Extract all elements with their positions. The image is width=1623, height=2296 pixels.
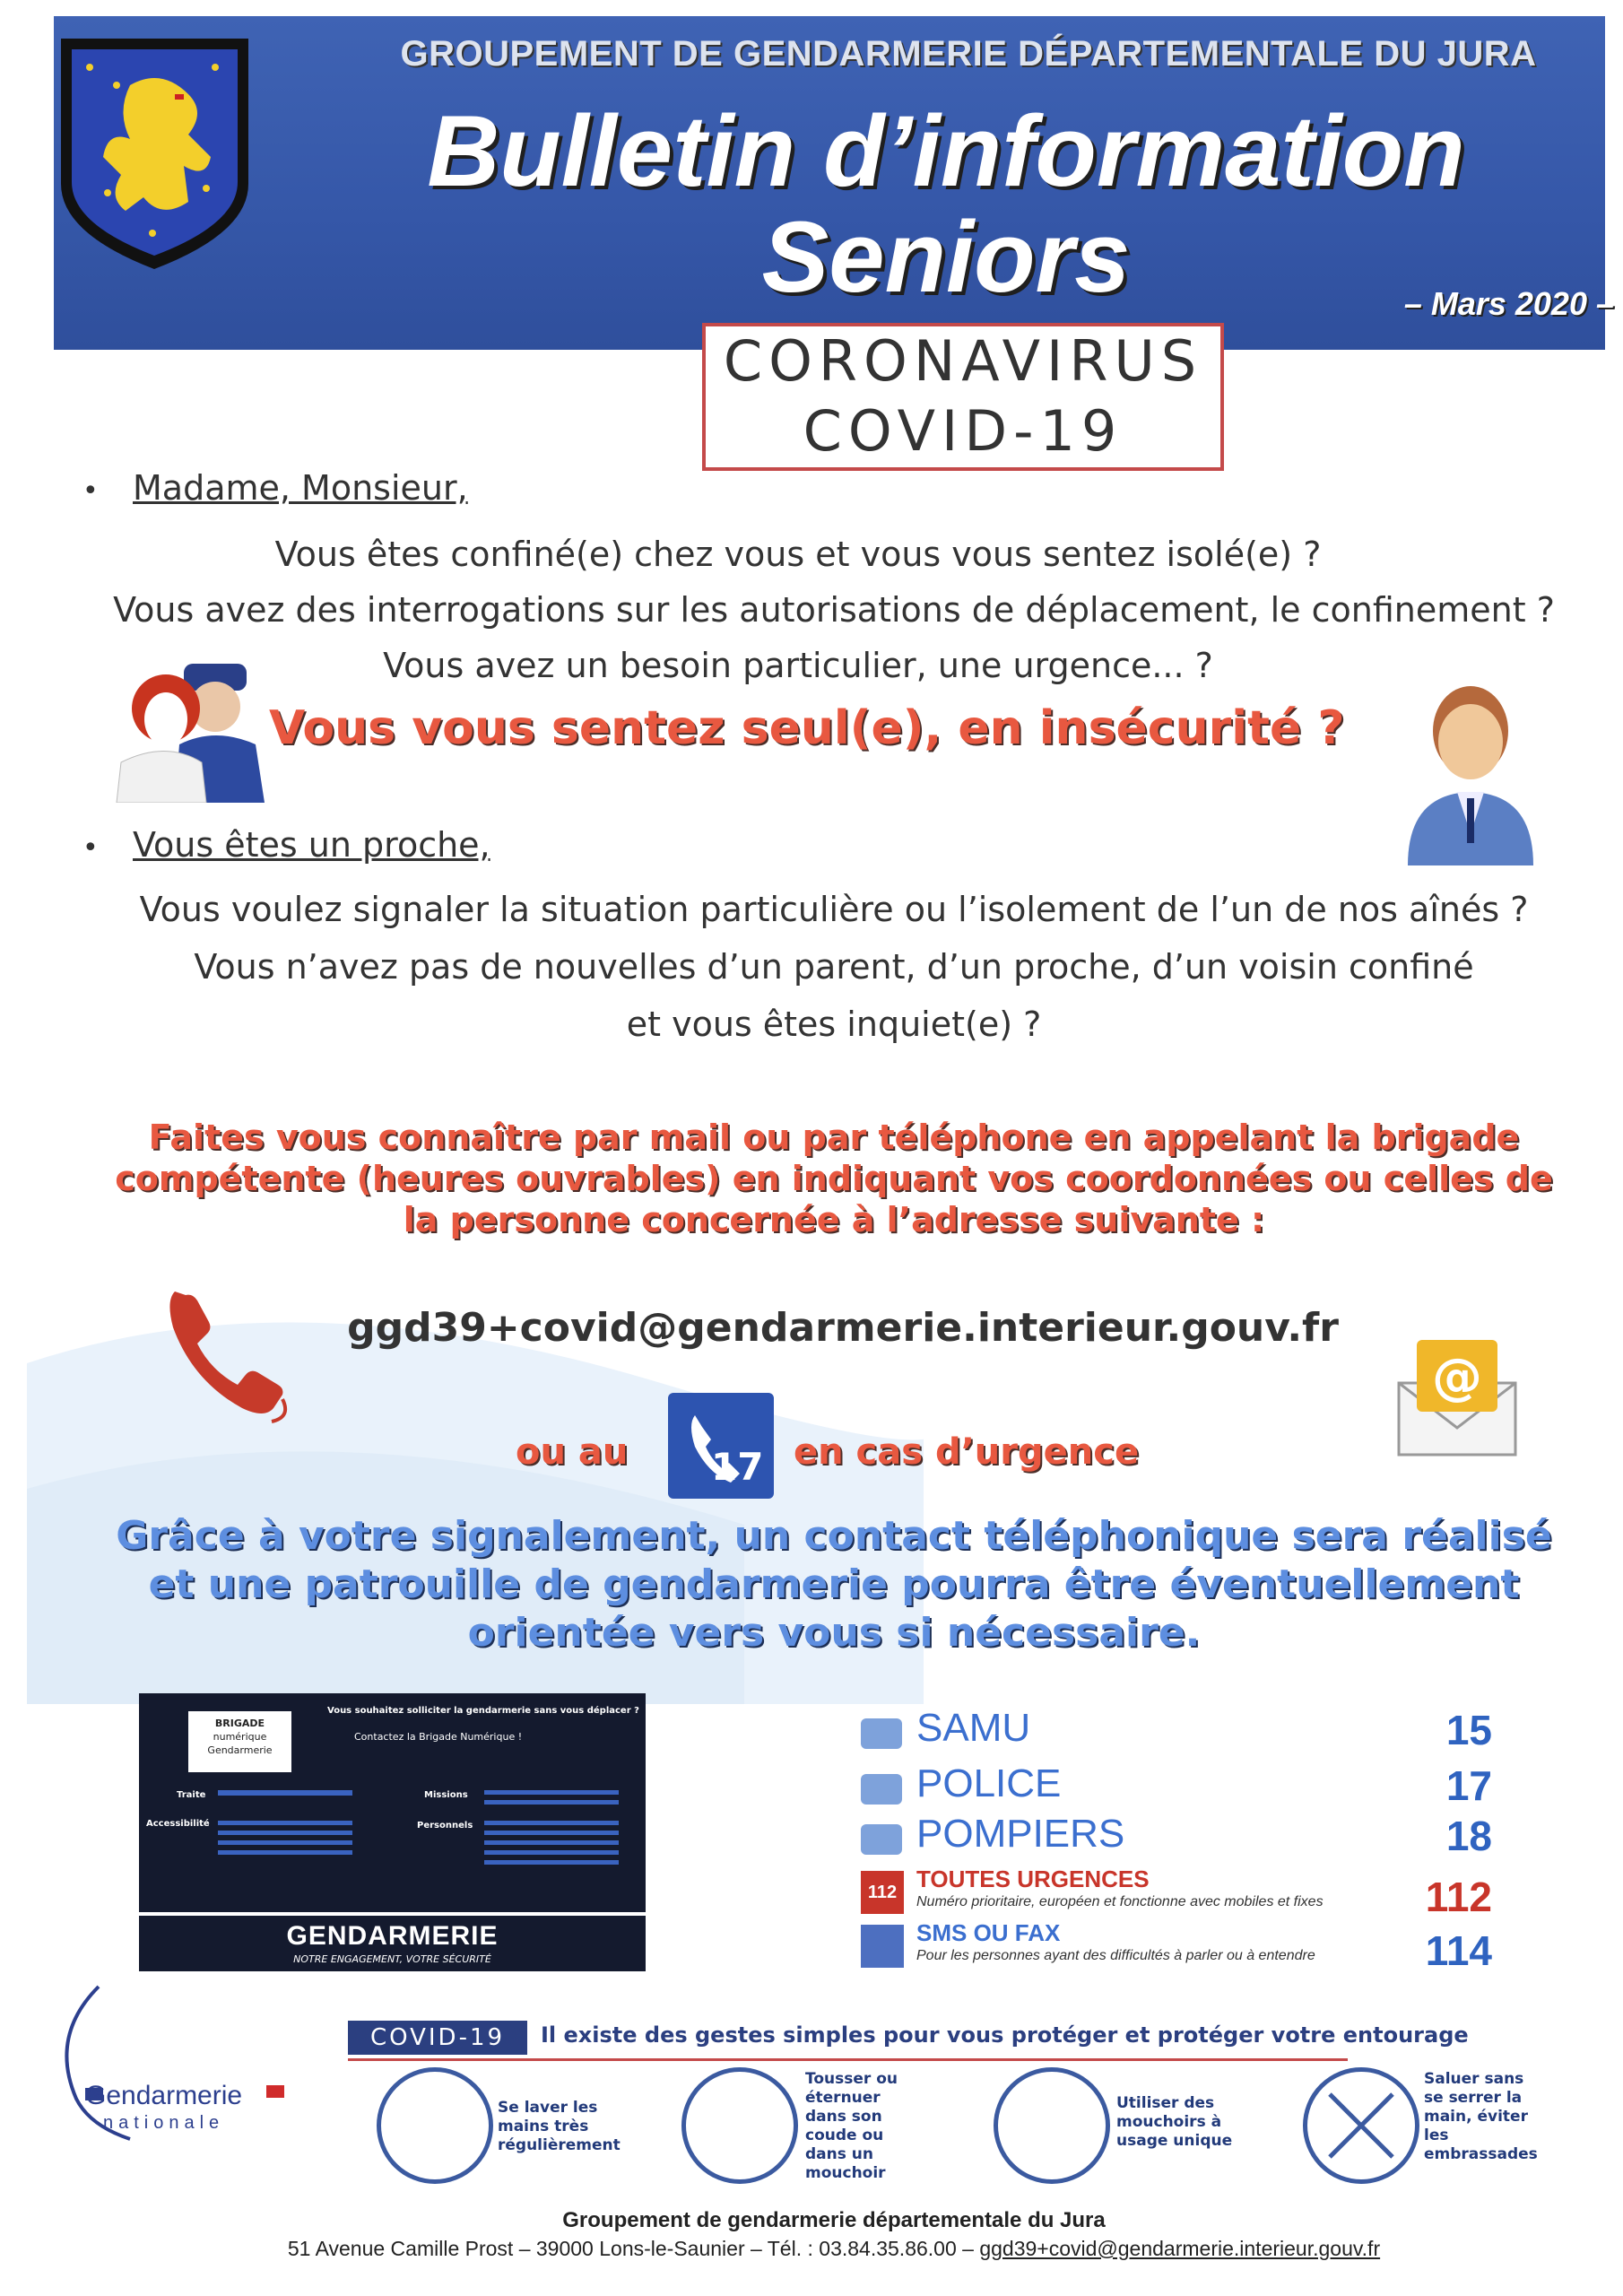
bulletin-title xyxy=(296,95,1596,313)
brigade-motto: NOTRE ENGAGEMENT, VOTRE SÉCURITÉ xyxy=(293,1953,491,1965)
contact-email[interactable]: ggd39+covid@gendarmerie.interieur.gouv.fr xyxy=(347,1305,1339,1351)
brigade-subline: Contactez la Brigade Numérique ! xyxy=(354,1731,523,1743)
bullet-icon: • xyxy=(82,475,99,507)
covid-box xyxy=(702,323,1224,471)
covid-box-line2: COVID-19 xyxy=(803,398,1124,464)
email-envelope-icon xyxy=(1390,1329,1524,1464)
geste-text: Tousser ou éternuer dans son coude ou dans un mouchoir xyxy=(805,2070,898,2182)
urgent-after: en cas d’urgence xyxy=(794,1431,1140,1473)
officer-illustration-icon xyxy=(1399,677,1542,865)
call-to-action-line: compétente (heures ouvrables) en indiquant vos coordonnées ou celles de xyxy=(115,1159,1553,1198)
signal-line: orientée vers vous si nécessaire. xyxy=(467,1610,1201,1656)
covid-tag: COVID-19 xyxy=(348,2021,527,2055)
signal-line: et une patrouille de gendarmerie pourra être éventuellement xyxy=(148,1561,1520,1607)
emergency-number: 112 xyxy=(1425,1874,1492,1920)
divider xyxy=(139,1912,646,1916)
organization-title: GROUPEMENT DE GENDARMERIE DÉPARTEMENTALE DU JURA xyxy=(400,34,1537,74)
bulletin-date: – Mars 2020 – xyxy=(1403,285,1614,322)
section1-line: Vous avez un besoin particulier, une urgence... ? xyxy=(383,646,1213,685)
logo-line1: Gendarmerie xyxy=(85,2081,243,2110)
covid-box-line1: CORONAVIRUS xyxy=(723,328,1203,394)
greeting-1: Madame, Monsieur, xyxy=(133,468,468,508)
urgent-before: ou au xyxy=(516,1431,629,1473)
footer-org: Groupement de gendarmerie départementale du Jura xyxy=(562,2208,1106,2232)
fire-truck-icon xyxy=(861,1824,902,1855)
emergency-row-samu xyxy=(861,1706,1506,1760)
signal-line: Grâce à votre signalement, un contact téléphonique sera réalisé xyxy=(116,1513,1552,1559)
brigade-numerique-card xyxy=(139,1693,646,1971)
jura-coat-of-arms-icon xyxy=(54,31,256,274)
cross-icon xyxy=(1307,2072,1415,2179)
call-to-action-line: la personne concernée à l’adresse suivante : xyxy=(403,1200,1265,1239)
brigade-brand: GENDARMERIE xyxy=(286,1921,499,1951)
no-handshake-icon xyxy=(1303,2067,1419,2184)
brigade-label: Personnels xyxy=(417,1821,473,1831)
brigade-logo-top: BRIGADE xyxy=(214,1718,265,1729)
svg-text:@: @ xyxy=(1432,1348,1482,1406)
section2-line: Vous n’avez pas de nouvelles d’un parent, d’un proche, d’un voisin confiné xyxy=(194,947,1474,987)
section2-line: Vous voulez signaler la situation particulière ou l’isolement de l’un de nos aînés ? xyxy=(139,890,1529,929)
people-illustration-icon xyxy=(112,655,278,803)
phone-icon xyxy=(157,1274,300,1426)
brigade-label: Traite xyxy=(177,1790,206,1800)
brigade-headline: Vous souhaitez solliciter la gendarmerie sans vous déplacer ? xyxy=(327,1706,639,1716)
emergency-desc: Pour les personnes ayant des difficultés à parler ou à entendre xyxy=(916,1948,1315,1963)
geste-text: Se laver les mains très régulièrement xyxy=(498,2099,621,2154)
emergency-label: SAMU xyxy=(916,1706,1031,1750)
section1-line: Vous êtes confiné(e) chez vous et vous vous sentez isolé(e) ? xyxy=(274,535,1322,574)
gestes-title: Il existe des gestes simples pour vous protéger et protéger votre entourage xyxy=(541,2022,1469,2048)
tissue-icon xyxy=(994,2067,1110,2184)
geste-text: Utiliser des mouchoirs à usage unique xyxy=(1116,2094,1233,2150)
footer-email-link[interactable]: ggd39+covid@gendarmerie.interieur.gouv.fr xyxy=(979,2237,1381,2260)
emergency-label: POMPIERS xyxy=(916,1812,1125,1856)
emergency-label: SMS OU FAX xyxy=(916,1919,1061,1946)
brigade-label: Missions xyxy=(424,1790,468,1800)
emergency-row-114 xyxy=(861,1919,1506,1973)
brigade-logo xyxy=(188,1711,291,1772)
section2-line: et vous êtes inquiet(e) ? xyxy=(626,1004,1042,1044)
emergency-row-112 xyxy=(861,1866,1506,1919)
emergency-number: 114 xyxy=(1425,1927,1492,1974)
section1-line: Vous avez des interrogations sur les autorisations de déplacement, le confinement ? xyxy=(113,590,1555,630)
cough-elbow-icon xyxy=(681,2067,798,2184)
hand-washing-icon xyxy=(377,2067,493,2184)
footer-address xyxy=(54,2237,1614,2261)
emergency-desc: Numéro prioritaire, européen et fonctionne avec mobiles et fixes xyxy=(916,1894,1324,1909)
emergency-number: 17 xyxy=(1445,1762,1492,1809)
brigade-text-lines xyxy=(218,1790,352,1796)
gestes-divider xyxy=(348,2058,1348,2061)
emergency-17-number: 17 xyxy=(711,1445,764,1489)
brigade-label: Accessibilité xyxy=(146,1819,210,1829)
logo-flag-icon xyxy=(266,2085,284,2098)
emergency-number: 18 xyxy=(1445,1813,1492,1859)
bulletin-title-line1: Bulletin d’information xyxy=(427,95,1465,207)
sms-fax-icon xyxy=(861,1925,904,1968)
ambulance-icon xyxy=(861,1718,902,1749)
emergency-row-pompiers xyxy=(861,1812,1506,1866)
call-to-action-line: Faites vous connaître par mail ou par téléphone en appelant la brigade xyxy=(148,1118,1520,1157)
geste-text: Saluer sans se serrer la main, éviter les embrassades xyxy=(1424,2070,1538,2163)
emergency-17-badge xyxy=(668,1393,774,1499)
brigade-text-lines xyxy=(484,1821,619,1866)
police-car-icon xyxy=(861,1774,902,1805)
bullet-icon: • xyxy=(82,832,99,864)
emergency-number: 15 xyxy=(1445,1707,1492,1753)
emergency-row-police xyxy=(861,1761,1506,1815)
brigade-text-lines xyxy=(484,1790,619,1806)
bulletin-title-line2: Seniors xyxy=(761,201,1131,313)
greeting-2: Vous êtes un proche, xyxy=(133,825,490,865)
footer-address-text: 51 Avenue Camille Prost – 39000 Lons-le-Saunier – Tél. : 03.84.35.86.00 – xyxy=(287,2237,980,2260)
signal-message xyxy=(54,1512,1614,1657)
insecurity-question: Vous vous sentez seul(e), en insécurité ? xyxy=(269,701,1345,755)
badge-112-icon: 112 xyxy=(861,1871,904,1914)
emergency-label: POLICE xyxy=(916,1761,1062,1805)
call-to-action xyxy=(54,1117,1614,1240)
brigade-logo-mid: numérique xyxy=(213,1731,267,1743)
emergency-label: TOUTES URGENCES xyxy=(916,1866,1150,1892)
logo-line2: nationale xyxy=(103,2113,225,2133)
brigade-logo-bot: Gendarmerie xyxy=(207,1744,273,1756)
brigade-text-lines xyxy=(218,1821,352,1857)
